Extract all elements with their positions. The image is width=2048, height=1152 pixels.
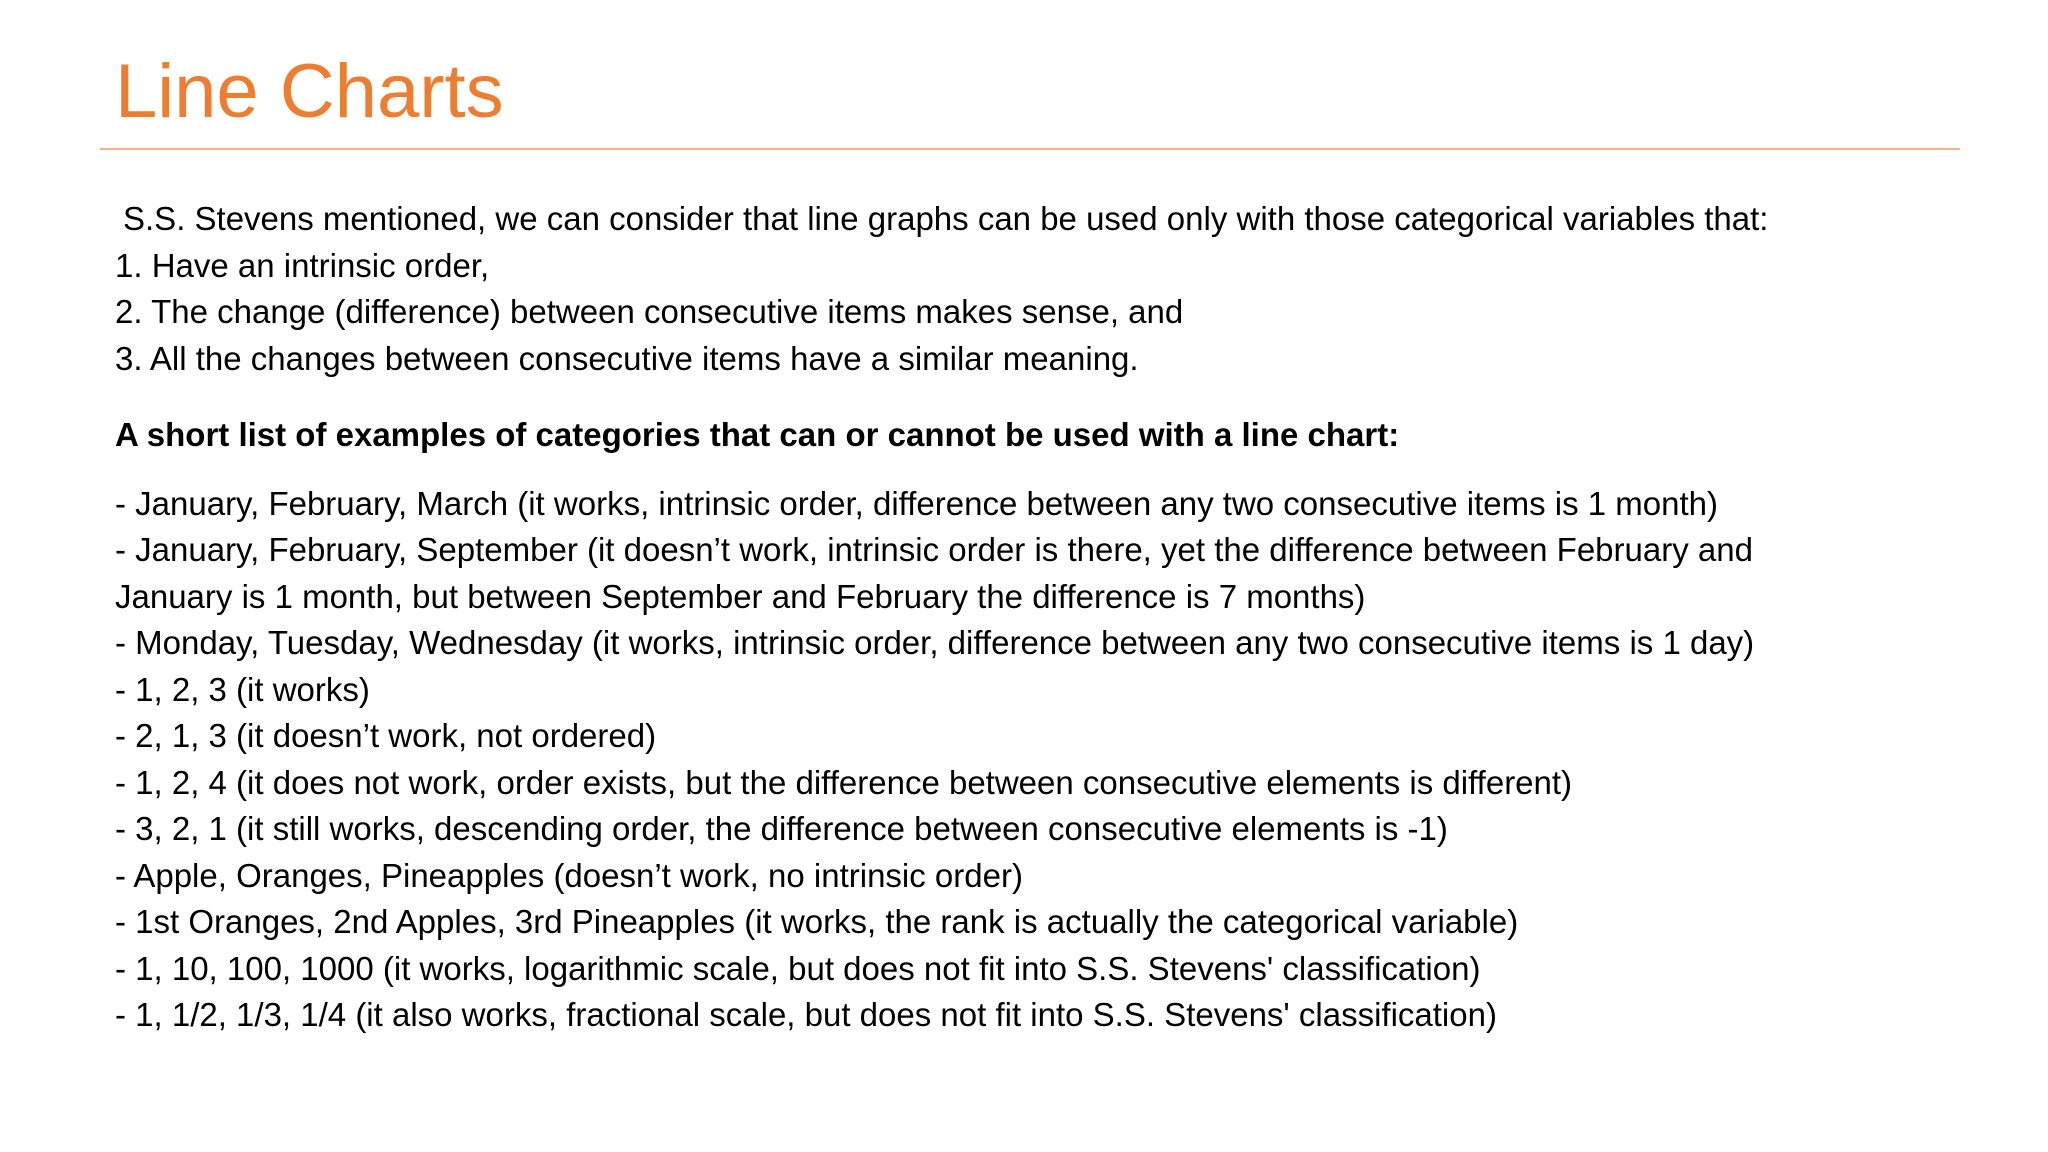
examples-list [115, 481, 1975, 1039]
criteria-item: 1. Have an intrinsic order, [115, 246, 490, 284]
example-item: - 3, 2, 1 (it still works, descending order, the difference between consecutive elements is -1) [115, 810, 1448, 847]
example-item: - Apple, Oranges, Pineapples (doesn’t work, no intrinsic order) [115, 856, 1023, 894]
slide-title: Line Charts [115, 49, 504, 134]
example-item: - 1, 1/2, 1/3, 1/4 (it also works, fractional scale, but does not fit into S.S. Stevens' classification) [115, 996, 1497, 1033]
example-item: - 2, 1, 3 (it doesn’t work, not ordered) [115, 717, 657, 754]
example-item: - January, February, March (it works, intrinsic order, difference between any two consecutive items is 1 month) [115, 484, 1718, 522]
criteria-item: 3. All the changes between consecutive items have a similar meaning. [115, 339, 1139, 377]
intro-paragraph [115, 196, 1975, 382]
example-item: - 1, 10, 100, 1000 (it works, logarithmic scale, but does not fit into S.S. Stevens' classification) [115, 949, 1481, 987]
criteria-item: 2. The change (difference) between consecutive items makes sense, and [115, 293, 1184, 330]
example-item: - 1st Oranges, 2nd Apples, 3rd Pineapples (it works, the rank is actually the categorical variable) [115, 903, 1519, 940]
example-item: - Monday, Tuesday, Wednesday (it works, intrinsic order, difference between any two consecutive items is 1 day) [115, 624, 1755, 661]
example-item-continuation: January is 1 month, but between September and February the difference is 7 months) [115, 577, 1366, 615]
example-item: - 1, 2, 3 (it works) [115, 670, 370, 708]
example-item: - 1, 2, 4 (it does not work, order exists, but the difference between consecutive elements is different) [115, 763, 1573, 801]
intro-line: S.S. Stevens mentioned, we can consider that line graphs can be used only with those categorical variables that: [123, 200, 1769, 237]
example-item: - January, February, September (it doesn’t work, intrinsic order is there, yet the difference between February and [115, 531, 1753, 568]
title-divider [100, 148, 1960, 150]
slide-body [115, 196, 1975, 1039]
examples-heading: A short list of examples of categories that can or cannot be used with a line chart: [115, 416, 1400, 453]
